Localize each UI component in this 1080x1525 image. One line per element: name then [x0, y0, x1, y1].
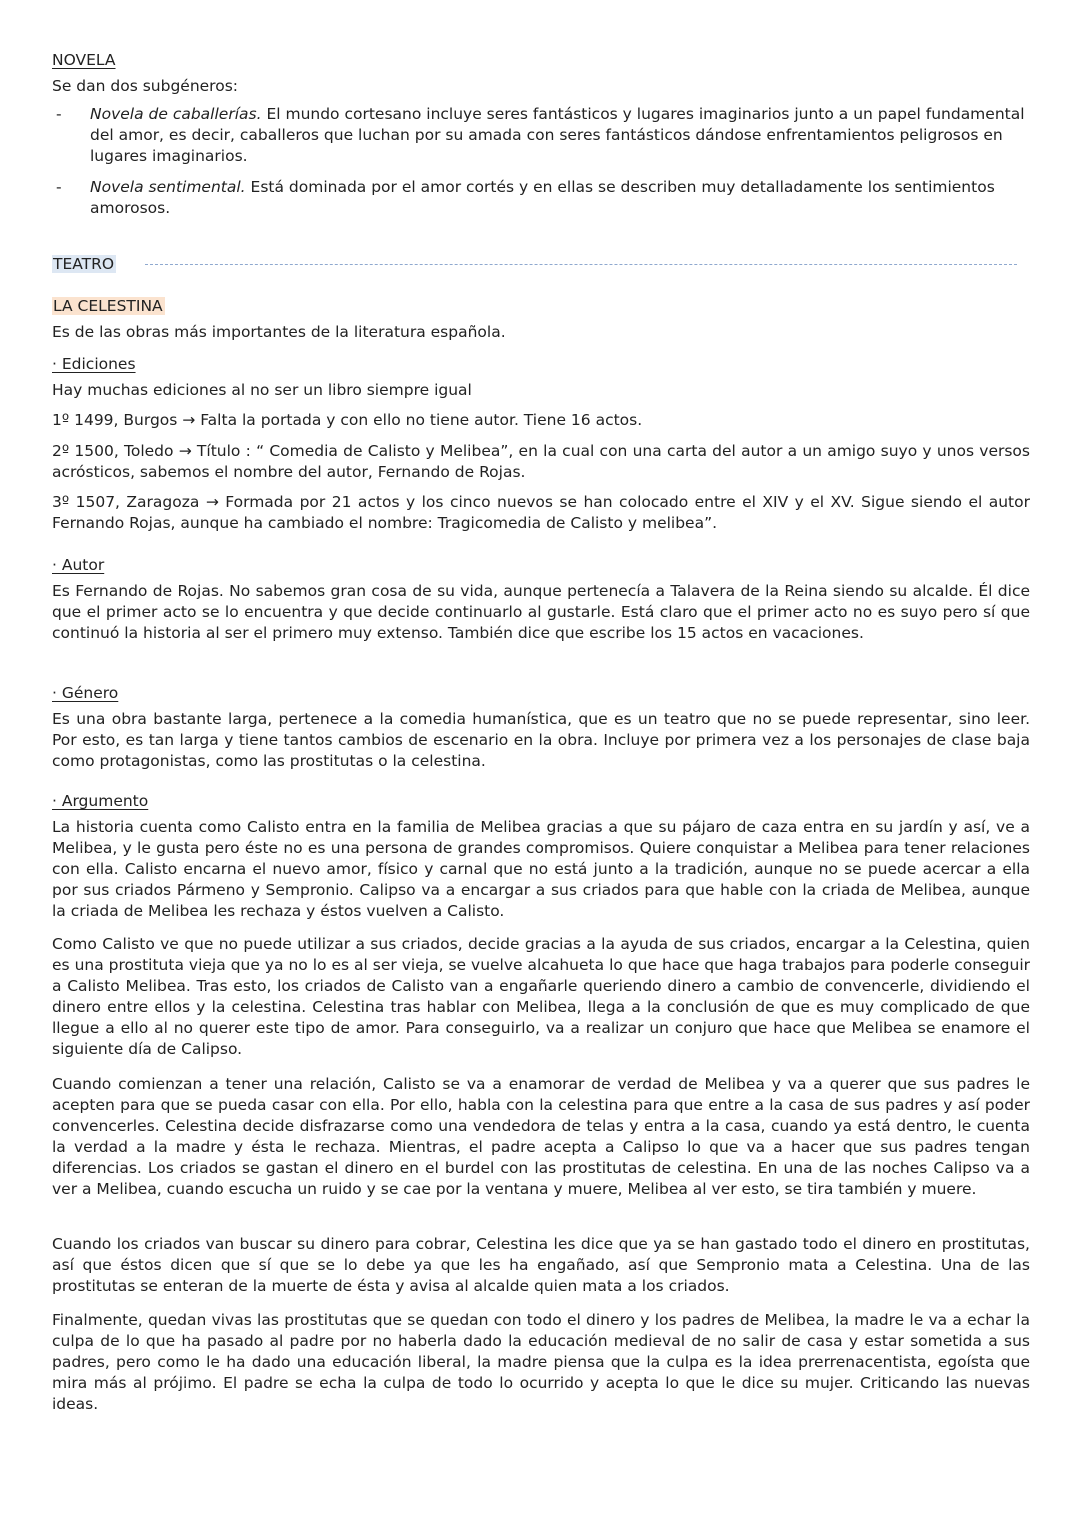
ediciones-heading: · Ediciones — [52, 355, 136, 373]
argumento-heading: · Argumento — [52, 792, 149, 810]
argumento-paragraph: Cuando los criados van buscar su dinero para cobrar, Celestina les dice que ya se han gastado todo el dinero en prostitutas, así que éstos dicen que sí que se lo debe ya que les ha engañado, así que Sempronio mata a Celestina. Una de las prostitutas se enteran de la muerte de ésta y avisa al alcalde quien mata a los criados. — [52, 1235, 1030, 1295]
edition-item: 2º 1500, Toledo → Título : “ Comedia de Calisto y Melibea”, en la cual con una carta del autor a un amigo suyo y unos versos acrósticos, sabemos el nombre del autor, Fernando de Rojas. — [52, 442, 1030, 481]
genero-heading: · Género — [52, 684, 119, 702]
celestina-heading: LA CELESTINA — [53, 297, 163, 315]
bullet-dash: - — [56, 178, 62, 196]
edition-item: 3º 1507, Zaragoza → Formada por 21 actos y los cinco nuevos se han colocado entre el XIV y el XV. Sigue siendo el autor Fernando Rojas, aunque ha cambiado el nombre: Tragicomedia de Calisto y melibea”. — [52, 493, 1030, 532]
list-item-text: Novela de caballerías. El mundo cortesano incluye seres fantásticos y lugares imaginarios junto a un papel fundamental del amor, es decir, caballeros que luchan por su amada con seres fantásticos dándose enfrentamientos peligrosos en lugares imaginarios. — [90, 105, 1025, 165]
celestina-intro: Es de las obras más importantes de la literatura española. — [52, 323, 506, 341]
list-item-text: Novela sentimental. Está dominada por el amor cortés y en ellas se describen muy detalladamente los sentimientos amorosos. — [90, 178, 995, 217]
autor-text: Es Fernando de Rojas. No sabemos gran cosa de su vida, aunque pertenecía a Talavera de la Reina siendo su alcalde. Él dice que el primer acto se lo encuentra y que decide continuarlo al gustarle. Está claro que el primer acto no es suyo pero sí que continuó la historia al ser el primero muy extenso. También dice que escribe los 15 actos en vacaciones. — [52, 582, 1030, 642]
list-item — [52, 177, 1030, 219]
teatro-heading: TEATRO — [53, 255, 115, 273]
list-item — [52, 104, 1030, 167]
bullet-dash: - — [56, 105, 62, 123]
autor-heading: · Autor — [52, 556, 105, 574]
ediciones-intro: Hay muchas ediciones al no ser un libro siempre igual — [52, 381, 472, 399]
argumento-paragraph: Cuando comienzan a tener una relación, Calisto se va a enamorar de verdad de Melibea y va a querer que sus padres le acepten para que se pueda casar con ella. Por ello, habla con la celestina para que entre a la casa de sus padres y así poder convencerles. Celestina decide disfrazarse como una vendedora de telas y entra a la casa, cuando ya está dentro, le cuenta la verdad a la madre y ésta le rechaza. Mientras, el padre acepta a Calipso lo que va a hacer que sus padres tengan diferencias. Los criados se gastan el dinero en el burdel con las prostitutas de celestina. En una de las noches Calipso va a ver a Melibea, cuando escucha un ruido y se cae por la ventana y muere, Melibea al ver esto, se tira también y muere. — [52, 1075, 1030, 1198]
genero-text: Es una obra bastante larga, pertenece a la comedia humanística, que es un teatro que no se puede representar, sino leer. Por esto, es tan larga y tiene tantos cambios de escenario en la obra. Incluye por primera vez a los personajes de clase baja como protagonistas, como las prostitutas o la celestina. — [52, 710, 1030, 770]
edition-item: 1º 1499, Burgos → Falta la portada y con ello no tiene autor. Tiene 16 actos. — [52, 411, 643, 429]
argumento-paragraph: Como Calisto ve que no puede utilizar a sus criados, decide gracias a la ayuda de sus criados, encargar a la Celestina, quien es una prostituta vieja que ya no lo es al ser vieja, se vuelve alcahueta lo que hace que haga trabajos para poderle conseguir a Calisto Melibea. Tras esto, los criados de Calisto van a engañarle queriendo dinero a cambio de convencerle, dividiendo el dinero entre ellos y la celestina. Celestina tras hablar con Melibea, llega a la conclusión de que es muy complicado de que llegue a ello al no querer este tipo de amor. Para conseguirlo, va a realizar un conjuro que hace que Melibea se enamore el siguiente día de Calipso. — [52, 935, 1030, 1058]
subgenre-title: Novela sentimental. — [90, 178, 246, 196]
argumento-paragraph: La historia cuenta como Calisto entra en la familia de Melibea gracias a que su pájaro de caza entra en su jardín y así, ve a Melibea, y le gusta pero éste no es una persona de grandes compromisos. Quiere conquistar a Melibea para tener relaciones con ella. Calisto encarna el nuevo amor, físico y carnal que no está junto a la tradición, aunque no se puede acercar a ella por sus criados Pármeno y Sempronio. Calipso va a encargar a sus criados para que hable con la criada de Melibea, aunque la criada de Melibea les rechaza y éstos vuelven a Calisto. — [52, 818, 1030, 920]
subgenre-title: Novela de caballerías. — [90, 105, 262, 123]
novela-intro: Se dan dos subgéneros: — [52, 77, 238, 95]
section-divider — [145, 264, 1017, 265]
novela-heading: NOVELA — [52, 51, 116, 69]
argumento-paragraph: Finalmente, quedan vivas las prostitutas que se quedan con todo el dinero y los padres de Melibea, la madre le va a echar la culpa de lo que ha pasado al padre por no haberla dado la educación medieval de no salir de casa y estar sometida a sus padres, pero como le ha dado una educación liberal, la madre piensa que la culpa es la idea prerrenacentista, egoísta que mira más al prójimo. El padre se echa la culpa de todo lo ocurrido y acepta lo que le dice su mujer. Criticando las nuevas ideas. — [52, 1311, 1030, 1413]
